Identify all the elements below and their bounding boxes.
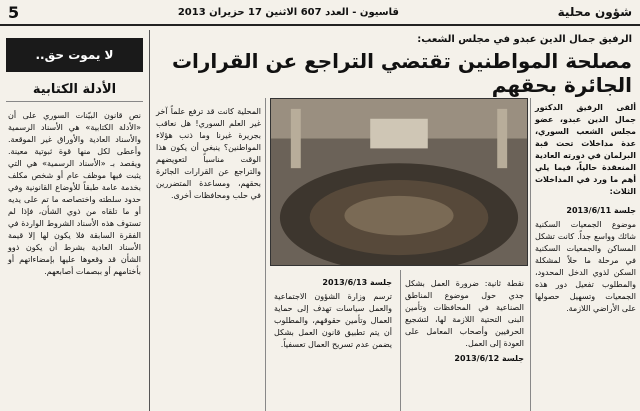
lower-left-body: ترسم وزارة الشؤون الاجتماعية والعمل سياسات تهدف إلى حماية العمال وتأمين حقوقهم، والمطلوب أن يتم تطبيق قانون العمل بشكل يضمن عدم تسريح العمال تعسفياً. [274,292,392,349]
edition-info: قاسيون - العدد 607 الاثنين 17 حزيران 2013 [177,6,399,18]
lower-right-body: نقطة ثانية: ضرورة العمل بشكل جدي حول موضوع المناطق الصناعية في المحافظات وتأمين البنى التحتية اللازمة لها، لتشجيع الحرفيين وأصحاب المعامل على العودة إلى العمل. [405,279,524,348]
article-headline: مصلحة المواطنين تقتضي التراجع عن القرارات الجائرة بحقهم [171,49,632,97]
session-date-2: جلسة 2013/6/13 [322,278,392,287]
column-title: لا يموت حق.. [6,38,143,72]
article-lower-left [270,270,396,411]
session-date-3: جلسة 2013/6/12 [454,354,524,363]
parliament-hall-image [271,99,527,265]
article-right-body: موضوع الجمعيات السكنية شائك وواسع جداً. كانت تشكل المساكن والجمعيات السكنية في مرحلة ما حلاً لمشكلة السكن لذوي الدخل المحدود، والمطلوب تفعيل دور هذه الجمعيات وتسهيل حصولها على الأراضي اللازمة. [535,220,636,313]
article-lower-right [400,270,528,411]
column-body: نص قانون البيّنات السوري على أن «الأدلة الكتابية» هي الأسناد الرسمية والأسناد العادية والأوراق غير الموقعة. وأعطى لكل منها قوة ثبوتية معينة. ويقصد بـ «الأسناد الرسمية» هي التي يثبت فيها موظف عام أو شخص مكلف بخدمة عامة طبقاً للأوضاع القانونية وفي حدود سلطته واختصاصه ما تم على يديه أو ما تلقاه من ذوي الشأن، فإذا لم تستوف هذه الأسناد الشروط الواردة في الفقرة السابقة فلا يكون لها إلا قيمة الأسناد العادية بشرط أن يكون ذوو الشأن قد وقعوها عليها بإمضاءاتهم أو بأختامهم أو ببصمات أصابعهم. [8,111,141,276]
article-right-column [530,98,640,411]
page-number-wrap [8,3,19,22]
left-column [0,30,150,411]
article-mid-body: المحلية كانت قد ترفع علماً آخر غير العلم السوري! هل نعاقب بجريرة غيرنا وما ذنب هؤلاء المواطنين؟ ينبغي أن يكون هذا الوقت مناسباً لتعويضهم والتراجع عن القرارات الجائرة بحقهم، ومساعدة المتضررين في حلب ومحافظات أخرى. [156,107,261,200]
section-name: شؤون محلية [557,5,632,19]
article-kicker: الرفيق جمال الدين عبدو في مجلس الشعب: [417,34,632,45]
page-number: 5 [8,2,20,22]
main-article [152,30,640,411]
article-left-column [152,98,266,411]
parliament-photo [270,98,528,266]
page-header [0,0,640,26]
session-date-1: جلسة 2013/6/11 [566,206,636,215]
article-lead: ألقى الرفيق الدكتور جمال الدين عبدو، عضو مجلس الشعب السوري، عدة مداخلات تحت قبة البرلمان في دورته العادية المنعقدة حالياً، فيما يلي أهم ما ورد في المداخلات الثلاث: [535,103,636,196]
column-subhead: الأدلة الكتابية [6,82,143,102]
